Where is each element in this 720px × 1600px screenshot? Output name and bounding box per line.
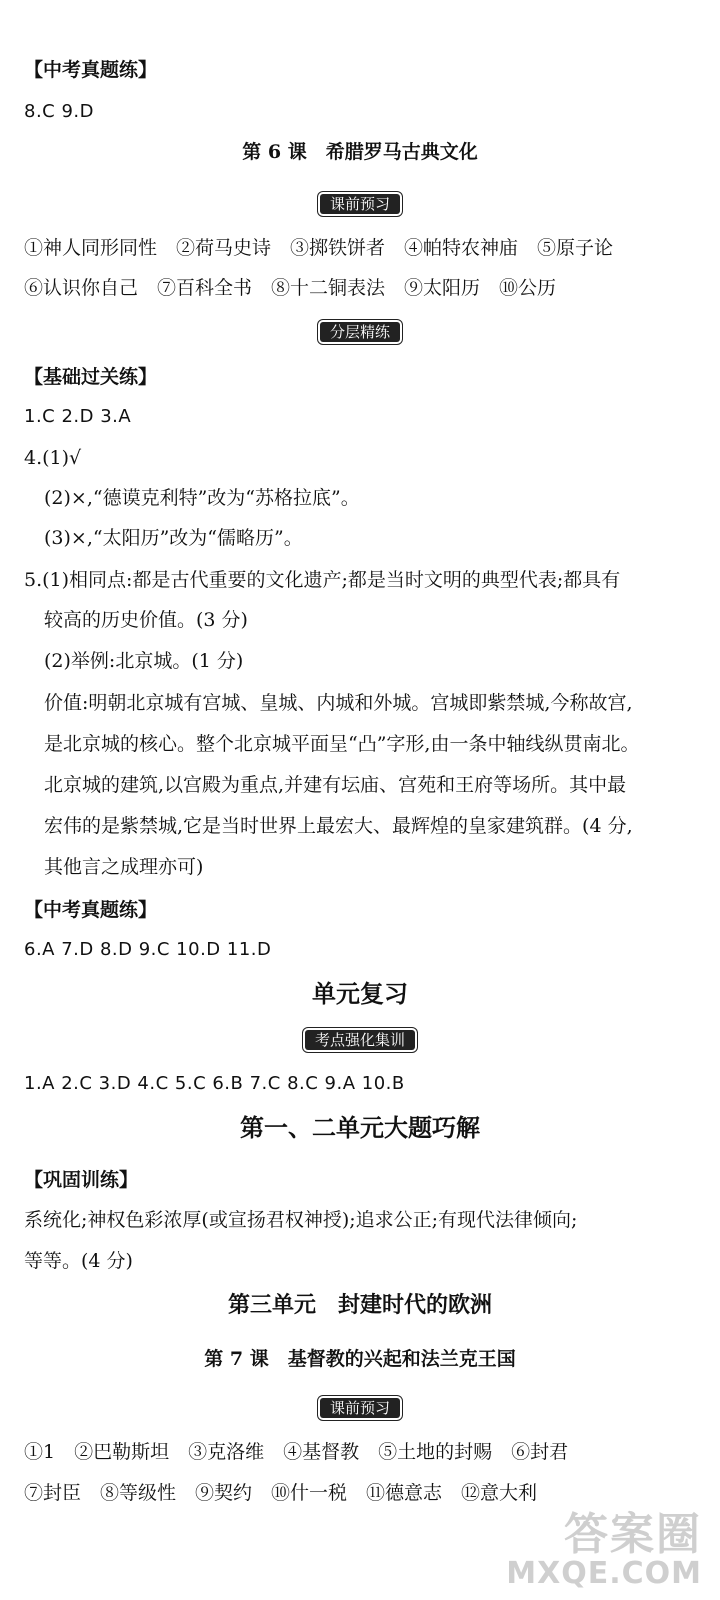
site-watermark	[506, 1509, 702, 1591]
q4-part2: (2)×,“德谟克利特”改为“苏格拉底”。	[44, 487, 360, 509]
preview-badge-wrap	[0, 194, 720, 214]
preview-line-2: ⑥认识你自己 ⑦百科全书 ⑧十二铜表法 ⑨太阳历 ⑩公历	[24, 277, 557, 299]
lesson-7-line-2: ⑦封臣 ⑧等级性 ⑨契约 ⑩什一税 ⑪德意志 ⑫意大利	[24, 1482, 538, 1504]
basic-practice-answers: 1.C 2.D 3.A	[24, 406, 132, 427]
exam-practice-answers: 8.C 9.D	[24, 101, 94, 122]
q5-line-1: 5.(1)相同点:都是古代重要的文化遗产;都是当时文明的典型代表;都具有	[24, 569, 621, 591]
consolidation-line-1: 系统化;神权色彩浓厚(或宣扬君权神授);追求公正;有现代法律倾向;	[24, 1209, 578, 1231]
unit-review-badge-wrap	[0, 1030, 720, 1050]
lesson-7-line-1: ①1 ②巴勒斯坦 ③克洛维 ④基督教 ⑤土地的封赐 ⑥封君	[24, 1441, 569, 1463]
q4-part3: (3)×,“太阳历”改为“儒略历”。	[44, 527, 303, 549]
unit-review-answers: 1.A 2.C 3.D 4.C 5.C 6.B 7.C 8.C 9.A 10.B	[24, 1073, 405, 1094]
watermark-bottom: MXQE.COM	[506, 1556, 702, 1591]
q5-line-6: 北京城的建筑,以宫殿为重点,并建有坛庙、宫苑和王府等场所。其中最	[44, 774, 627, 796]
lesson-7-title: 第 7 课 基督教的兴起和法兰克王国	[204, 1348, 516, 1370]
preview-badge: 课前预习	[320, 194, 400, 214]
unit-review-title: 单元复习	[312, 980, 408, 1008]
practice-badge: 分层精练	[320, 322, 400, 342]
practice-badge-wrap	[0, 322, 720, 342]
big-questions-title: 第一、二单元大题巧解	[240, 1114, 480, 1142]
preview-badge-2: 课前预习	[320, 1398, 400, 1418]
q5-line-3: (2)举例:北京城。(1 分)	[44, 650, 244, 672]
q5-line-8: 其他言之成理亦可)	[44, 856, 204, 878]
preview-badge-2-wrap	[0, 1398, 720, 1418]
consolidation-line-2: 等等。(4 分)	[24, 1250, 133, 1272]
unit-3-title: 第三单元 封建时代的欧洲	[227, 1293, 492, 1318]
exam-practice-answers-2: 6.A 7.D 8.D 9.C 10.D 11.D	[24, 939, 272, 960]
q5-line-4: 价值:明朝北京城有宫城、皇城、内城和外城。宫城即紫禁城,今称故宫,	[44, 692, 633, 714]
unit-review-badge: 考点强化集训	[305, 1030, 415, 1050]
preview-line-1: ①神人同形同性 ②荷马史诗 ③掷铁饼者 ④帕特农神庙 ⑤原子论	[24, 237, 614, 259]
exam-practice-header: 【中考真题练】	[24, 59, 158, 81]
consolidation-header: 【巩固训练】	[24, 1169, 139, 1191]
q5-line-5: 是北京城的核心。整个北京城平面呈“凸”字形,由一条中轴线纵贯南北。	[44, 733, 640, 755]
exam-practice-header-2: 【中考真题练】	[24, 899, 158, 921]
lesson-6-title: 第 6 课 希腊罗马古典文化	[242, 141, 478, 163]
basic-practice-header: 【基础过关练】	[24, 366, 158, 388]
q5-line-2: 较高的历史价值。(3 分)	[44, 609, 248, 631]
q4-part1: 4.(1)√	[24, 447, 82, 469]
watermark-top: 答案圈	[564, 1509, 702, 1560]
q5-line-7: 宏伟的是紫禁城,它是当时世界上最宏大、最辉煌的皇家建筑群。(4 分,	[44, 815, 633, 837]
